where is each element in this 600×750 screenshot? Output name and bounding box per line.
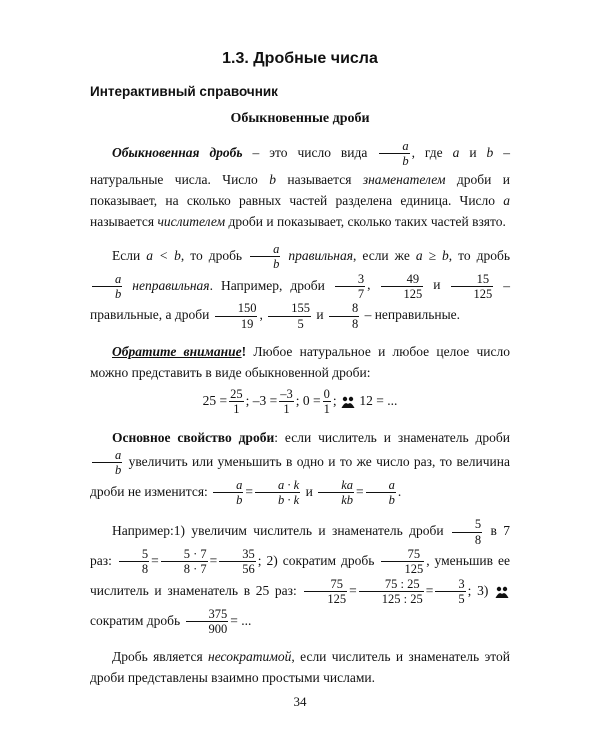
page-number: 34: [293, 694, 307, 709]
term-improper: неправильная: [132, 277, 210, 293]
denominator: 1: [323, 402, 330, 417]
numerator: 15: [451, 272, 494, 287]
text: .: [397, 483, 402, 499]
irreducible-paragraph: [90, 646, 510, 688]
numerator: a: [366, 478, 396, 493]
page-content: [90, 44, 510, 698]
denominator: b: [402, 154, 409, 169]
fraction: [366, 478, 396, 508]
equals: =: [245, 483, 254, 499]
fraction: [452, 517, 482, 547]
fraction: [186, 607, 229, 637]
text: – это число вида: [242, 144, 378, 160]
numerator: 5: [119, 547, 149, 562]
term-numerator: числителем: [157, 213, 226, 229]
fraction: [255, 478, 300, 508]
equals: =: [356, 483, 364, 499]
text: , если же: [353, 247, 416, 263]
text: Любое натуральное и любое целое число можно представить в виде обыкновенной дроби:: [90, 344, 510, 380]
page-title: 1.3. Дробные числа: [222, 50, 378, 67]
separator: ,: [367, 277, 379, 293]
var-a: a: [452, 144, 460, 160]
text: и: [459, 144, 487, 160]
numerator: a: [92, 448, 122, 463]
text: называется: [90, 213, 158, 229]
text: : если числитель и знаменатель дроби: [274, 429, 510, 445]
denominator: 125: [473, 286, 493, 301]
formula-text: 12 = ...: [359, 392, 398, 408]
formula-text: ; 0 =: [295, 392, 321, 408]
separator: и: [425, 277, 449, 293]
fraction: [318, 478, 354, 508]
fraction: [213, 478, 243, 508]
fraction: [323, 387, 331, 417]
denominator: 8 · 7: [183, 562, 207, 577]
numerator: 375: [186, 607, 229, 622]
fraction: [435, 577, 465, 607]
subsection-heading: Обыкновенные дроби: [230, 111, 370, 126]
note-formulas: [90, 387, 510, 417]
numerator: a: [379, 139, 409, 154]
condition: a < b: [146, 247, 181, 263]
text: в 7 раз:: [90, 523, 511, 568]
denominator: b: [273, 257, 280, 272]
numerator: 49: [381, 272, 424, 287]
denominator: 125 : 25: [381, 592, 423, 607]
separator: ,: [259, 307, 267, 323]
denominator: 5: [297, 316, 304, 331]
svg-text:?: ?: [500, 584, 503, 590]
text: , то дробь: [180, 247, 249, 263]
numerator: 75 : 25: [359, 577, 424, 592]
denominator: 125: [327, 592, 347, 607]
denominator: 5: [458, 592, 465, 607]
fraction: [161, 547, 208, 577]
proper-examples: [333, 271, 495, 301]
numerator: ka: [318, 478, 354, 493]
text: – правильные, а дроби: [90, 277, 511, 323]
numerator: 5 · 7: [161, 547, 208, 562]
numerator: a: [213, 478, 243, 493]
term-denominator: знаменателем: [362, 171, 446, 187]
text: , где: [411, 144, 453, 160]
property-paragraph: [90, 427, 510, 508]
numerator: 35: [219, 547, 256, 562]
numerator: 3: [335, 272, 365, 287]
text: , если числитель и знаменатель этой дроби представлены взаимно простыми числами.: [90, 649, 510, 686]
denominator: 8: [351, 316, 359, 331]
fraction-a-b: [250, 242, 280, 272]
denominator: 125: [403, 286, 423, 301]
var-b: b: [269, 171, 276, 187]
text: ; 2) сократим дробь: [257, 552, 380, 568]
fraction: [119, 547, 149, 577]
exclamation: !: [241, 344, 247, 359]
denominator: 7: [357, 286, 365, 301]
denominator: b: [236, 492, 243, 507]
denominator: b: [115, 286, 122, 301]
note-label: Обратите внимание: [112, 344, 242, 359]
numerator: 8: [329, 301, 359, 316]
denominator: b: [115, 463, 122, 478]
svg-text:?: ?: [346, 394, 349, 400]
text: Например:1) увеличим числитель и знаменатель дроби: [112, 523, 450, 539]
question-people-icon[interactable]: [340, 395, 356, 409]
text: называется: [275, 171, 363, 187]
text: дроби и показывает, сколько таких частей взято.: [225, 213, 506, 229]
text: , то дробь: [448, 247, 510, 263]
fraction: [279, 387, 294, 417]
proper-fraction-paragraph: [90, 242, 510, 331]
denominator: 900: [208, 621, 228, 636]
denominator: 125: [404, 562, 424, 577]
numerator: a: [250, 242, 280, 257]
numerator: 150: [215, 301, 258, 316]
fraction: [268, 301, 311, 331]
separator: и: [312, 307, 327, 323]
numerator: 5: [452, 517, 482, 532]
text: ; 3): [467, 582, 489, 598]
fraction-a-b: [92, 272, 122, 302]
fraction: [381, 547, 424, 577]
term-basic-property: Основное свойство дроби: [112, 429, 275, 445]
denominator: 56: [242, 562, 255, 577]
note-paragraph: [90, 341, 510, 383]
fraction: [219, 547, 256, 577]
numerator: 25: [230, 387, 243, 401]
numerator: 75: [381, 547, 424, 562]
numerator: 155: [268, 301, 311, 316]
term-common-fraction: Обыкновенная дробь: [112, 144, 243, 160]
denominator: kb: [341, 492, 354, 507]
denominator: 1: [283, 402, 290, 417]
text: – натуральные числа. Число: [90, 144, 510, 187]
text: = ...: [230, 612, 252, 628]
fraction: [381, 272, 424, 302]
text: Дробь является: [112, 649, 209, 665]
text: увеличить или уменьшить в одно и то же число раз, то величина дроби не изменится:: [90, 453, 510, 499]
fraction: [215, 301, 258, 331]
text: – неправильные.: [361, 307, 461, 323]
denominator: b · k: [278, 492, 300, 507]
denominator: 1: [233, 402, 240, 417]
denominator: 19: [240, 316, 254, 331]
numerator: a: [92, 272, 122, 287]
text: , уменьшив ее числитель и знаменатель в 25 раз:: [90, 552, 510, 598]
definition-paragraph: [90, 139, 510, 232]
improper-examples: [213, 301, 361, 331]
denominator: 8: [141, 562, 149, 577]
denominator: b: [388, 492, 395, 507]
var-b: b: [486, 144, 494, 160]
numerator: a · k: [255, 478, 300, 493]
numerator: –3: [280, 387, 293, 401]
fraction: [359, 577, 424, 607]
text: дроби и показывает, на сколько равных частей разделена единица. Число: [90, 171, 510, 208]
formula-text: 25 =: [202, 392, 228, 408]
example-paragraph: Например:1) увеличим числитель и знаменатель дроби $\frac{5}{8}$ в 7 раз: $\frac{5}{8}$ = $\frac{5 \cdot 7}{8 \cdot 7}$ = $\frac{35}{56}$ ; 2) сократим дробь $\frac{75}{125}$ , уменьшив ее числитель и знаменатель в 25 раз: $\frac{75}{125}$ = $\frac{75 : 25}{125 : 25}$ = $\frac{3}{5}$ ; 3) ? сократим дробь $\frac{375}{900}$ = ...: [90, 517, 511, 636]
denominator: 8: [474, 532, 482, 547]
formula-text: ; –3 =: [245, 392, 278, 408]
text: Если: [112, 247, 147, 263]
term-irreducible: несократимой: [208, 649, 292, 665]
formula-text: ;: [332, 392, 337, 408]
fraction-a-b: [92, 448, 122, 478]
fraction: [229, 387, 244, 417]
text: . Например, дроби: [209, 277, 333, 293]
condition: a ≥ b: [415, 247, 449, 263]
fraction: [451, 272, 494, 302]
fraction: [329, 301, 359, 331]
numerator: 0: [323, 387, 330, 401]
numerator: 75: [304, 577, 347, 592]
text: сократим дробь: [90, 612, 184, 628]
section-heading: Интерактивный справочник: [90, 84, 278, 99]
fraction: [335, 272, 365, 302]
fraction: [304, 577, 347, 607]
term-proper: правильная: [288, 247, 353, 263]
numerator: 3: [435, 577, 465, 592]
var-a: a: [503, 192, 510, 208]
question-people-icon[interactable]: [494, 585, 510, 599]
fraction-a-b: [379, 139, 409, 169]
text: и: [302, 483, 317, 499]
